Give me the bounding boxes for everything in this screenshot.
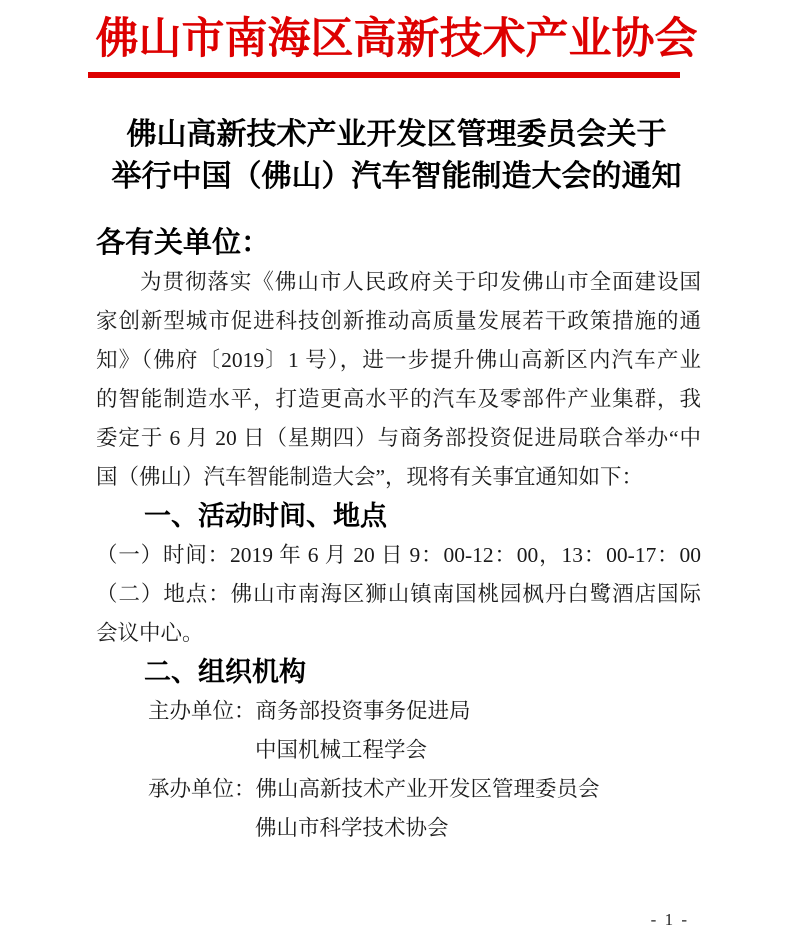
paragraph1-line5: 委定于 6 月 20 日（星期四）与商务部投资促进局联合举办“中 [96, 426, 701, 450]
section2-heading: 二、组织机构 [144, 657, 306, 687]
paragraph1-line1: 为贯彻落实《佛山市人民政府关于印发佛山市全面建设国 [140, 270, 701, 294]
document-title-line2: 举行中国（佛山）汽车智能制造大会的通知 [111, 160, 682, 193]
document-title [0, 114, 793, 198]
document-body [0, 224, 793, 848]
section1-venue-item-line1: （二）地点：佛山市南海区狮山镇南国桃园枫丹白鹭酒店国际 [96, 582, 701, 606]
host-unit-line1: 主办单位：商务部投资事务促进局 [148, 699, 471, 723]
page-number: - 1 - [650, 910, 689, 929]
organization-name: 佛山市南海区高新技术产业协会 [95, 16, 698, 63]
section1-venue-item-line2: 会议中心。 [96, 621, 204, 645]
letterhead [0, 14, 793, 78]
organizer-unit-line1: 承办单位：佛山高新技术产业开发区管理委员会 [148, 777, 600, 801]
letterhead-divider [88, 72, 680, 78]
section1-time-item: （一）时间：2019 年 6 月 20 日 9：00-12：00，13：00-17：00 [96, 543, 701, 567]
host-unit-line2: 中国机械工程学会 [255, 738, 428, 762]
paragraph1-line2: 家创新型城市促进科技创新推动高质量发展若干政策措施的通 [96, 309, 701, 333]
organizer-unit-line2: 佛山市科学技术协会 [255, 816, 449, 840]
paragraph1-line3: 知》（佛府〔2019〕1 号），进一步提升佛山高新区内汽车产业 [96, 348, 701, 372]
document-title-line1: 佛山高新技术产业开发区管理委员会关于 [126, 118, 667, 151]
section1-heading: 一、活动时间、地点 [144, 501, 387, 531]
paragraph1-line4: 的智能制造水平，打造更高水平的汽车及零部件产业集群，我 [96, 387, 701, 411]
salutation: 各有关单位： [96, 227, 271, 259]
paragraph1-line6: 国（佛山）汽车智能制造大会”，现将有关事宜通知如下： [96, 465, 644, 489]
